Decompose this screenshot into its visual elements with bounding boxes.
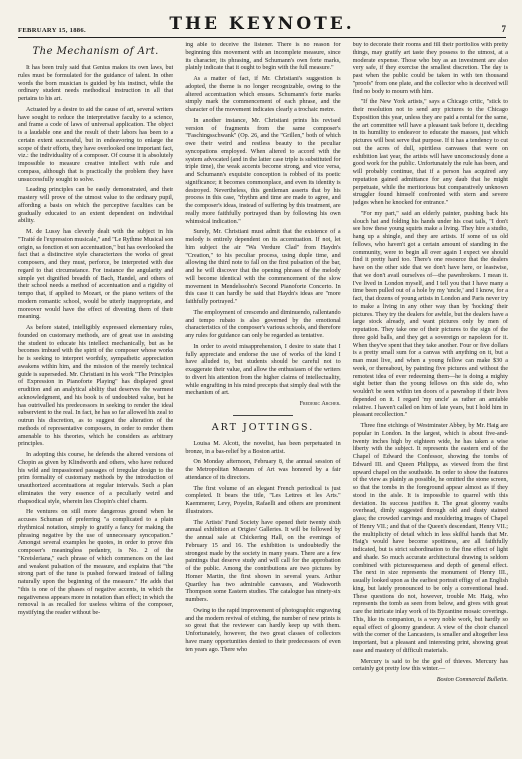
section-heading-art-jottings: ART JOTTINGS. (211, 421, 315, 433)
article-paragraph: In order to avoid misapprehension, I desire to state that I fully appreciate and endorse the use of works of the kind I have alluded to, but students should be careful not to exaggerate their value, and allow the enthusiasm of the writers to divert his attention from the higher claims of intellectuality, while engrafting in his mind precepts that simply deal with the mechanism of art. (185, 343, 341, 397)
page-number: 7 (501, 24, 506, 34)
article-columns (18, 42, 508, 749)
jotting-paragraph: On Monday afternoon, February 8, the annual session of the Metropolitan Museum of Art was honored by a fair attendance of its directors. (185, 459, 341, 481)
jotting-paragraph: Mercury is said to be the god of thieves. Mercury has certainly got pretty low this winter.— (352, 658, 508, 673)
author-signature: Frederic Archer. (299, 401, 341, 407)
publication-title: THE KEYNOTE. (169, 14, 355, 34)
issue-date: FEBRUARY 15, 1886. (18, 27, 86, 34)
article-paragraph: He ventures on still more dangerous ground when he accuses Schuman of preferring "a complicated to a plain rhythmical notation, simply to gratify a fancy for making the phrasing negative by the use of unnecessary syncopation." Amongst several examples he quotes, in order to prove this composer's meaningless pedantry, is No. 2 of the "Kreisleriana," each phrase of which commences on the last and weakest pulsation of the measure, and explains that "the strong part of the tune is pushed forward instead of falling naturally upon the beginning of the measure." He adds that "this is one of the phases of negative accents, in which the negativeness appears more in notation than effect; in which the removal is as recalled for useless whims of the composer, mystifying the reader without be- (18, 509, 174, 616)
column-3 (353, 42, 508, 749)
jotting-paragraph: buy to decorate their rooms and fill their portfolios with pretty things, may gratify art taste they possess to the utmost, at a moderate expense. Those who buy as an investment are also very safe, if they exercise the smallest discretion. The day is past when the public could be taken in with ten thousand "proofs" from one plate, and the collector who is deceived will find no body to mourn with him. (352, 42, 508, 95)
jotting-paragraph: The first volume of an elegant French periodical is just completed. It bears the title, "Les Lettres et les Arts." Kaemmerer, Levy, Poyelin, Rafaelli and others are prominent illustrators. (185, 485, 341, 515)
jotting-paragraph: "If the New York artists," says a Chicago critic, "stick to their resolution not to send any pictures to the Chicago Exposition this year, unless they are paid a rental for the same, the art committee will have a pleasant task before it, deciding in its humility to endeavor to educate the masses, just which pictures will best serve that purpose. If it has a tendency to cut out the acres of dull, spiritless canvases that were on exhibition last year, the artists will have unconsciously done a good work for the public. Unfortunately the rule has been, and will probably continue, that if a person has acquired any reputation gained admittance for any daub that he might perpetuate, while the meritorious but comparatively unknown struggler found himself confronted with stern and severe judges when he knocked for entrance." (352, 99, 508, 206)
column-2 (185, 42, 340, 749)
source-attribution: Boston Commercial Bulletin. (436, 677, 508, 683)
article-paragraph: Surely, Mr. Christiani must admit that the existence of a melody is entirely dependent on its accentuation. If not, let him subject the air "Wa Verdure Clad" from Haydn's "Creation," to his peculiar process, using duple time, and allowing the third note to fall on the first pulsation of the bar, and he will discover that the opening phrases of the melody will become identical with the commencement of the slow movement in Mendelssohn's Second Pianoforte Concerto. In this case it can hardly be said that Haydn's ideas are "more faithfully portrayed." (185, 229, 341, 305)
jotting-paragraph: Louisa M. Alcott, the novelist, has been perpetuated in bronze, in a bas-relief by a Boston artist. (185, 440, 341, 455)
column-1 (18, 42, 173, 749)
jotting-paragraph: The Artists' Fund Society have opened their twenty sixth annual exhibition at Ortgies' Galleries. It will be followed by the annual sale at Chickering Hall, on the evenings of February 15 and 16. The exhibition is undoubtedly the strongest made by the society in many years. There are a few paintings that deserve study and will call for the approbation of the public. Among the contributions are two pictures by Homer Martin, the first shown in several years. Arthur Quartley has two admirable canvases, and Wadsworth Thompson some Eastern studies. The catalogue has ninety-six numbers. (185, 519, 341, 603)
jotting-paragraph: Three fine etchings of Westminster Abbey, by Mr. Haig are popular in London. In the largest, which is about five-and-twenty inches high by eighteen wide, he has taken a wise liberty with the subject. It represents the eastern end of the Chapel of Edward the Confessor, showing the tombs of Edward III. and Queen Philippa, as viewed from the first upward chapel on the southside. In order to show the features of the view as plainly as possible, he omitted the stone screen, so that the tombs in the foreground appear almost as if they stood in the aisle. It is impossible to quarrel with this deviation. Its success justifies it. The great gloomy vaults overhead, dimly suggested through old and dusty stained glass; the crowded carvings and mouldering images of Chapel of Henry VII.; and that of the Queen's descendant, Henry VII.; the multiplicity of detail which in less skilful hands that Mr. Haig's would have become spottiness, are all faithfully indicated, but is strict subordination to the fine effect of light and shade. So much accurate architectural drawing is seldom combined with picturesqueness and depth of general effect. The next in size represents the monument of Henry III., usually looked upon as the earliest portrait effigy of an English king, but lately pronounced to be only a conventional head. These questions do not, however, trouble Mr. Haig, who represents the tomb as seen from below, and gives with great care the intricate inlay work of its Byzantine mosaic coverings. This, like its companion, is a very noble work, but hardly so equal effect of gloomy grandeur. A view of the choir chancel with the corner of the Lancasters, is smaller and altogether less important, but a pleasant and interesting print, showing great ease and mastery of difficult materials. (352, 423, 508, 654)
article-paragraph: Actuated by a desire to aid the cause of art, several writers have sought to reduce the interpretative faculty to a science, and frame a code of laws of universal application. The object is a laudable one and the result of their labors has been to a certain extent successful, but in endeavoring to enlarge the scope of their efforts, they have overlooked one important fact, viz.: the individuality of a composer. Of course it is absolutely impossible to measure creative intellect with rule and compass, although that is practically the problem they have unsuccessfully sought to solve. (18, 106, 174, 183)
article-paragraph: In another instance, Mr. Christiani prints his revised version of fragments from the same composer's "Faschingsschwank" (Op. 26, and the "Grillen," both of which owe their weird and restless beauty to the peculiar syncopations employed. When altered to accord with the system advocated (and in the latter case triple is substituted for triple time), the weak accents become strong, and vice versa, and Schumann's exquisite conception is robbed of its poetic significance; it becomes commonplace, and even its identity is destroyed. Nevertheless, this gentleman asserts that by his process in this case, "rhythm and time are made to agree, and the composer's ideas, instead of suffering by this treatment, are really more faithfully portrayed than by following his own whimsical indication." (185, 117, 341, 225)
article-paragraph: M. de Lussy has cleverly dealt with the subject in his "Traité de l'expression musicale," and "Le Rythme Musical son origin, sa fonction et son accentuation," but has overlooked the fact that a distinctive style characterizes the works of great composers, and they must, perforce, be interpreted with due regard to that circumstance. For instance the angularity and simple yet dignified breadth of Bach, Handel, and others of their school needs a method of accentuation and a rigidity of tempo that, if applied to Mozart, or the piano writers of the modern romantic school, would be utterly inappropriate, and moreover would have the effect of divesting them of their meaning. (18, 229, 174, 321)
article-paragraph: ing able to deceive the listener. There is no reason for beginning this movement with an incomplete measure, since its character, its phrasing, and Schumann's own forte marks, plainly indicate that it ought to begin with the full measure." (185, 42, 341, 72)
jotting-paragraph: Owing to the rapid improvement of photographic engraving and the modern revival of etching, the number of new prints is so great that the reviewer can hardly keep up with them. Unfortunately, however, the two great classes of collectors have many opportunities denied to their predecessors of even ten years ago. There who (185, 607, 341, 653)
article-paragraph: The employment of crescendo and diminuendo, rallentando and tempo rubato is also governed by the emotional characteristics of the composer's various schools, and therefore any rules for guidance can only be regarded as tentative. (185, 309, 341, 339)
article-paragraph: As before stated, intelligibly expressed elementary rules, founded on customary methods, are of great use in assisting the student to educate his intellect mechanically, but as he becomes imbued with the spirit of the composer whose works he is seeking to interpret worthily, sympathetic appreciation awakens within him, and the mission of the merely technical guide is superseded. Mr. Christiani in his work "The Principles of Expression in Pianoforte Playing" has displayed great erudition and an analytical ability that deserves the warmest acknowledgment, and his book is of undoubted value, but he has outrivalled his predecessors in seeking to render the ideal subservient to the real. In fact, he has so far allowed his zeal to outrun his discretion, as to suggest the alteration of the methods of representative composers, in order to render them amenable to his theories, which he considers as arbitrary principles. (18, 325, 174, 448)
section-divider (233, 415, 293, 416)
article-paragraph: It has been truly said that Genius makes its own laws, but rules must be formulated for the guidance of talent. In other words the born musician is guided by his instinct, while the ordinary student needs methodical instruction in all that pertains to his art. (18, 65, 174, 102)
article-heading-mechanism-of-art: The Mechanism of Art. (32, 46, 159, 57)
article-paragraph: As a matter of fact, if Mr. Christiani's suggestion is adopted, the theme is no longer recognizable, owing to the altered accentuation which ensues. Schumann's forte marks simply mark the commencement of each phrase, and the character of the movement indicates clearly a trochaic metre. (185, 76, 341, 113)
article-paragraph: Leading principles can be easily demonstrated, and their mastery will prove of the utmost value to the ordinary pupil, affording a basis on which the perceptive faculties can be gradually educated to an extent dependent on individual ability. (18, 187, 174, 225)
masthead (18, 12, 506, 38)
jotting-paragraph: "For my part," said an elderly painter, pushing back his slouch hat and folding his hands under his coat tails, "I don't see how these young squirts make a living. They hire a studio, hang up a shingle, and they are artists. If some of us old fellows, who haven't got a certain amount of standing in the community, were to begin all over again I expect we should find it pretty hard too. There's one resource that the dealers have on the other side that we don't have here, or leastwise, that we don't avail ourselves of—the pawnbrokers. I mean it. I've lived in London myself, and I tell you that I have many a time been pulled out of a hole by my 'uncle,' and I know, for a fact, that dozens of young artists in London and Paris never try to make a living in any other way than by 'hocking' their pictures. They try the dealers for awhile, but the dealers have a large stock already, and want pictures only by men of reputation. They take one of their pictures to the sign of the three gold balls, and they get a sovereign or napoleon for it. When they've spent that they take another. Four or five dollars is a pretty small sum for a canvas with anything on it, but a man must live, and when a young fellow can make $30 a week, or thereabout, by painting five pictures and without the remotest idea of ever redeeming them—he is doing a mighty sight better than the young fellows on this side do, who wouldn't be seen within ten doors of a pawnshop if their lives depended on it. I regard 'my uncle' as rather an amiable relative. I haven't called on him of late years, but I hold him in pleasant recollection." (352, 210, 508, 419)
article-paragraph: In adopting this course, he defends the altered versions of Chopin as given by Klindworth and others, who have reduced his wild and impassioned passages of irregular design to the prim formality of customary methods by the introduction of unauthorized accentuations at regular intervals. Such a plan eliminates the very essence of a peculiarly weird and rhapsodical style, wherein lies Chopin's chief charm. (18, 452, 174, 505)
